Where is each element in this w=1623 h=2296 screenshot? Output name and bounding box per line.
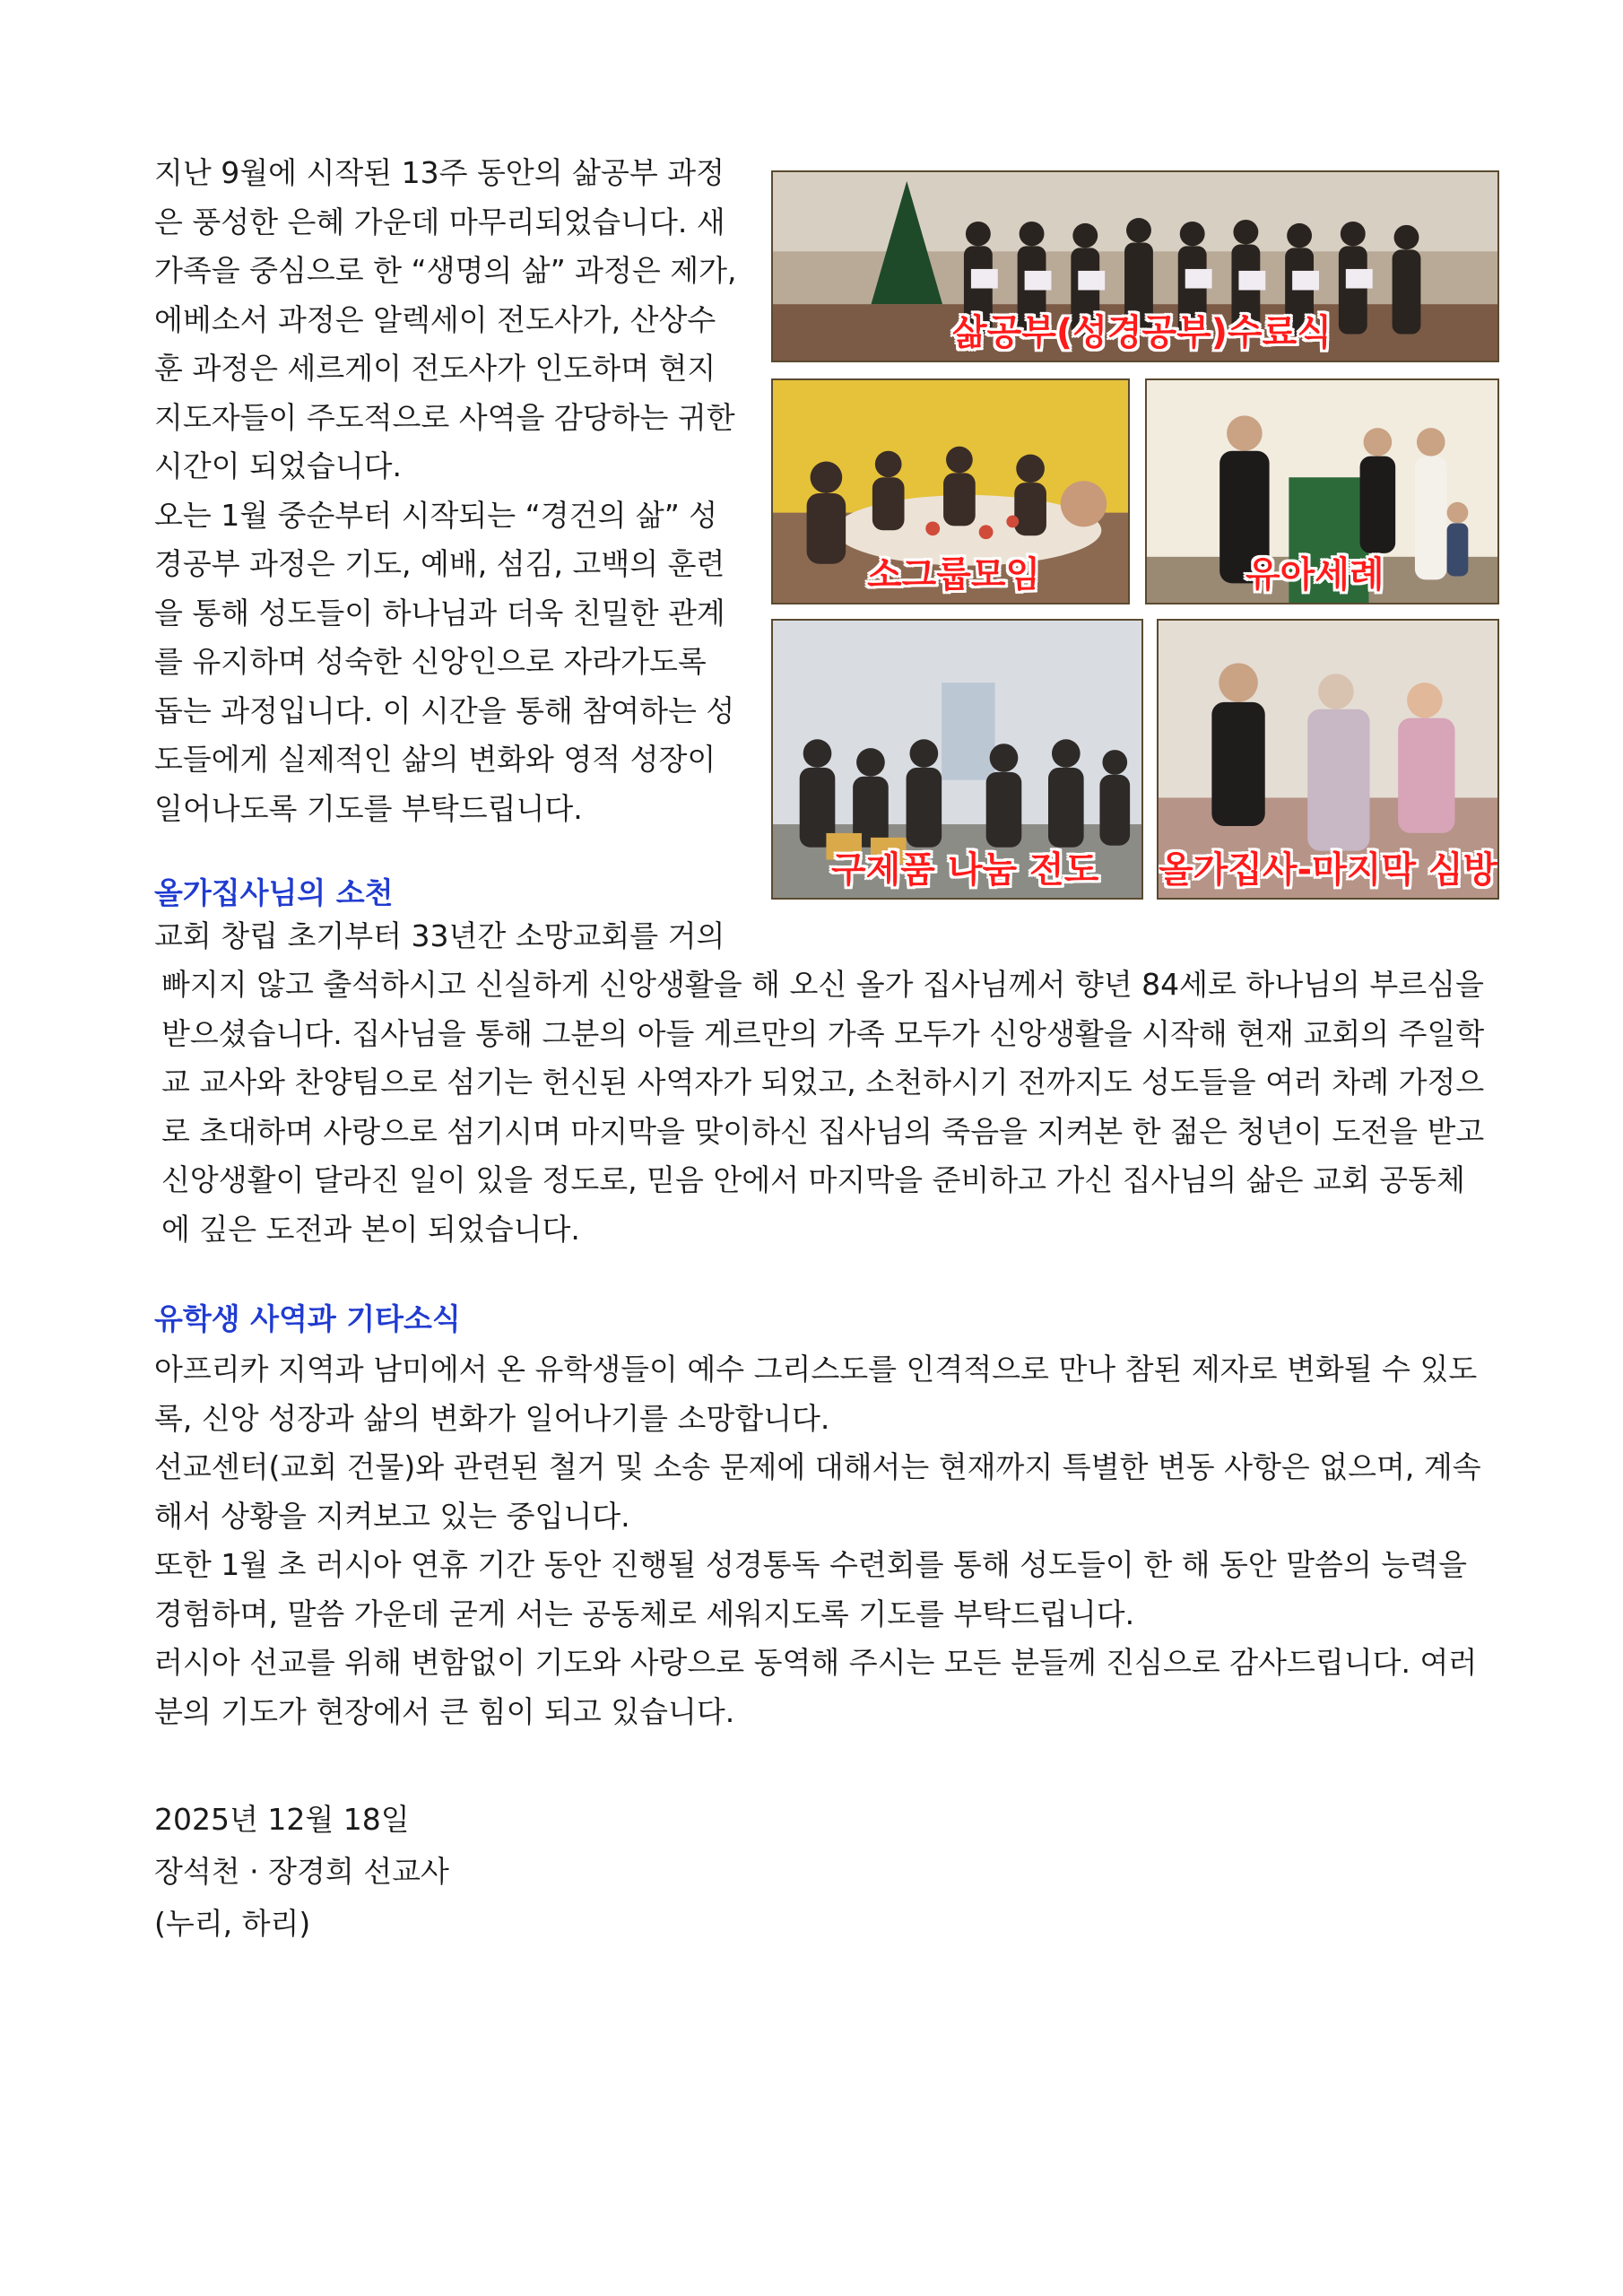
signature-aliases: (누리, 하리) bbox=[154, 1906, 311, 1941]
caption-baptism: 유아세례 bbox=[1245, 554, 1384, 596]
signature-block bbox=[154, 1794, 449, 1950]
heading-students: 유학생 사역과 기타소식 bbox=[154, 1301, 461, 1336]
olga-first-line bbox=[154, 912, 737, 961]
intro-paragraph-2: 오는 1월 중순부터 시작되는 “경건의 삶” 성경공부 과정은 기도, 예배, 섬김, 고백의 훈련을 통해 성도들이 하나님과 더욱 친밀한 관계를 유지하며 성숙한 신앙인으로 자라가도록 돕는 과정입니다. 이 시간을 통해 참여하는 성도들에게 실제적인 삶의 변화와 영적 성장이 일어나도록 기도를 부탁드립니다. bbox=[154, 497, 735, 826]
caption-small-group: 소그룹모임 bbox=[867, 554, 1041, 596]
students-paragraph-2: 선교센터(교회 건물)와 관련된 철거 및 소송 문제에 대해서는 현재까지 특별한 변동 사항은 없으며, 계속해서 상황을 지켜보고 있는 중입니다. bbox=[154, 1449, 1481, 1534]
olga-body bbox=[154, 961, 1488, 1254]
caption-relief: 구제품 나눔 전도 bbox=[831, 849, 1099, 891]
students-paragraph-1: 아프리카 지역과 남미에서 온 유학생들이 예수 그리스도를 인격적으로 만나 참된 제자로 변화될 수 있도록, 신앙 성장과 삶의 변화가 일어나기를 소망합니다. bbox=[154, 1352, 1478, 1436]
intro-paragraph-1: 지난 9월에 시작된 13주 동안의 삶공부 과정 은 풍성한 은혜 가운데 마무리되었습니다. 새가족을 중심으로 한 “생명의 삶” 과정은 제가, 에베소서 과정은 알렉세이 전도사가, 산상수훈 과정은 세르게이 전도사가 인도하며 현지 지도자들이 주도적으로 사역을 감당하는 귀한 시간이 되었습니다. bbox=[154, 155, 737, 483]
students-paragraph-3: 또한 1월 초 러시아 연휴 기간 동안 진행될 성경통독 수련회를 통해 성도들이 한 해 동안 말씀의 능력을 경험하며, 말씀 가운데 굳게 서는 공동체로 세워지도록 기도를 부탁드립니다. bbox=[154, 1547, 1467, 1631]
caption-graduation: 삶공부(성경공부)수료식 bbox=[952, 312, 1332, 353]
photo-visit bbox=[1157, 619, 1499, 900]
signature-date: 2025년 12월 18일 bbox=[154, 1802, 410, 1837]
students-body bbox=[154, 1345, 1481, 1736]
photo-baptism bbox=[1145, 378, 1499, 604]
students-paragraph-4: 러시아 선교를 위해 변함없이 기도와 사랑으로 동역해 주시는 모든 분들께 진심으로 감사드립니다. 여러분의 기도가 현장에서 큰 힘이 되고 있습니다. bbox=[154, 1645, 1478, 1729]
caption-visit: 올가집사-마지막 심방 bbox=[1159, 849, 1498, 891]
photo-relief bbox=[771, 619, 1143, 900]
intro-text bbox=[154, 149, 737, 833]
olga-first-line-text: 교회 창립 초기부터 33년간 소망교회를 거의 bbox=[154, 918, 725, 953]
photo-small-group bbox=[771, 378, 1130, 604]
signature-names: 장석천 · 장경희 선교사 bbox=[154, 1854, 449, 1889]
photo-graduation bbox=[771, 170, 1499, 362]
heading-olga: 올가집사님의 소천 bbox=[154, 875, 394, 910]
olga-body-text: 빠지지 않고 출석하시고 신실하게 신앙생활을 해 오신 올가 집사님께서 향년 84세로 하나님의 부르심을 받으셨습니다. 집사님을 통해 그분의 아들 게르만의 가족 모두가 신앙생활을 시작해 현재 교회의 주일학교 교사와 찬양팀으로 섬기는 헌신된 사역자가 되었고, 소천하시기 전까지도 성도들을 여러 차례 가정으로 초대하며 사랑으로 섬기시며 마지막을 맞이하신 집사님의 죽음을 지켜본 한 젊은 청년이 도전을 받고 신앙생활이 달라진 일이 있을 정도로, 믿음 안에서 마지막을 준비하고 가신 집사님의 삶은 교회 공동체에 깊은 도전과 본이 되었습니다. bbox=[161, 967, 1485, 1247]
